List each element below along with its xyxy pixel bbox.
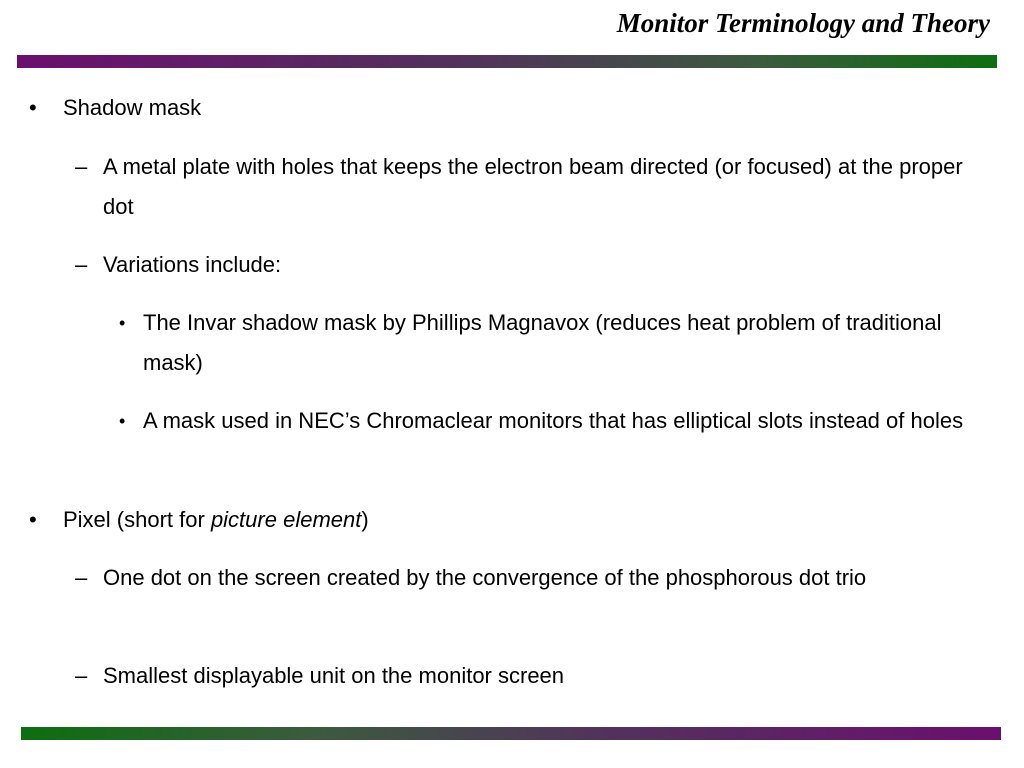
dash-marker: –	[75, 663, 88, 688]
bullet-marker: •	[119, 313, 126, 333]
bullet-marker: •	[119, 411, 126, 431]
sub-bullet-text: Smallest displayable unit on the monitor screen	[103, 663, 565, 688]
sub-sub-bullet-chromaclear	[119, 401, 968, 441]
sub-bullet-text: A metal plate with holes that keeps the electron beam directed (or focused) at the proper dot	[103, 154, 963, 219]
sub-bullet-pixel-smallest-unit	[75, 656, 988, 696]
sub-bullet-text: One dot on the screen created by the convergence of the phosphorous dot trio	[103, 565, 867, 590]
bullet-text-suffix: )	[361, 507, 369, 532]
bullet-shadow-mask	[29, 88, 993, 128]
bullet-pixel	[29, 500, 993, 540]
sub-bullet-variations	[75, 245, 988, 285]
bullet-text-prefix: Pixel (short for	[63, 507, 211, 532]
dash-marker: –	[75, 565, 88, 590]
bullet-marker: •	[29, 507, 37, 532]
sub-sub-bullet-invar	[119, 303, 968, 383]
sub-sub-bullet-text: A mask used in NEC’s Chromaclear monitors that has elliptical slots instead of holes	[143, 408, 964, 433]
sub-sub-bullet-text: The Invar shadow mask by Phillips Magnavox (reduces heat problem of traditional mask)	[143, 310, 942, 375]
bullet-text-italic: picture element	[210, 507, 362, 532]
sub-bullet-text: Variations include:	[103, 252, 282, 277]
bullet-marker: •	[29, 95, 37, 120]
sub-bullet-pixel-definition	[75, 558, 988, 598]
bullet-text: Shadow mask	[63, 95, 202, 120]
bottom-divider-bar	[21, 727, 1001, 740]
sub-bullet-shadow-mask-definition	[75, 147, 988, 227]
dash-marker: –	[75, 154, 88, 179]
slide-title: Monitor Terminology and Theory	[616, 8, 990, 38]
dash-marker: –	[75, 252, 88, 277]
